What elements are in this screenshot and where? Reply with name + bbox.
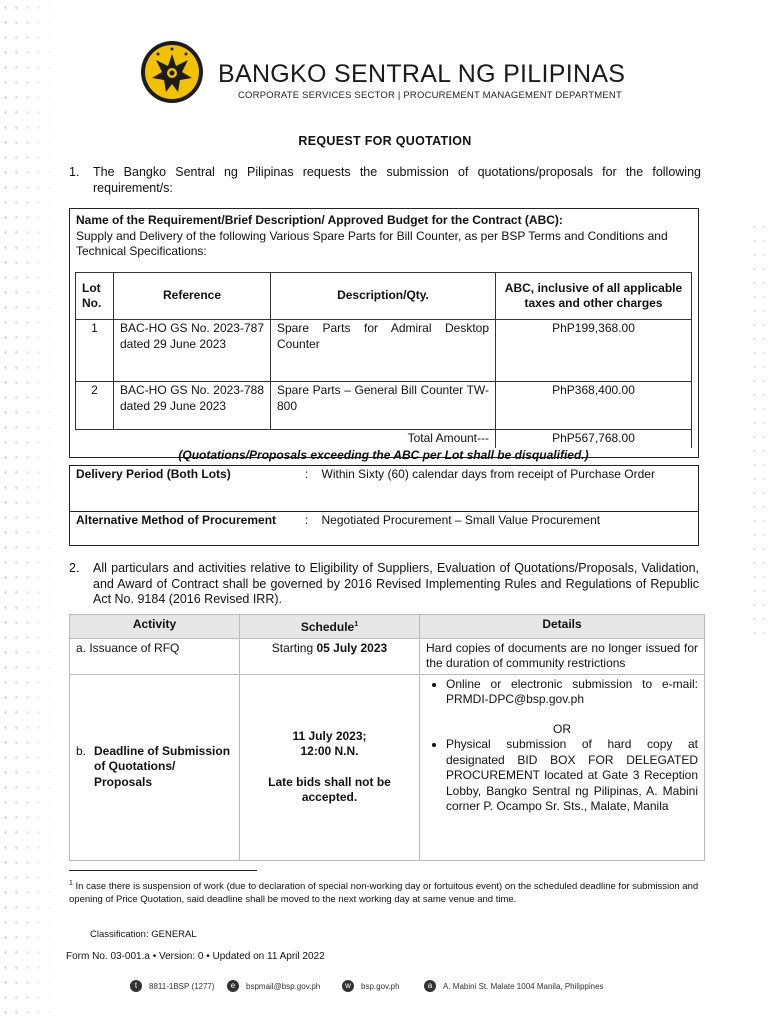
- footnote-divider: [69, 870, 257, 871]
- table-row: [70, 674, 705, 860]
- term-colon: :: [298, 512, 316, 546]
- table-row: [76, 320, 692, 382]
- footnote: [69, 878, 701, 906]
- schedule-deadline: 11 July 2023; 12:00 N.N. Late bids shall not be accepted.: [240, 674, 420, 860]
- classification: Classification: GENERAL: [90, 929, 197, 940]
- table-row: [70, 638, 705, 674]
- footer-email[interactable]: e bspmail@bsp.gov.ph: [227, 980, 320, 992]
- total-value: PhP567,768.00: [496, 430, 692, 448]
- footnote-text: In case there is suspension of work (due to declaration of special non-working day or fortuitous event) on the scheduled deadline for submission and opening of Price Quotation, said deadline shall be moved to the next working day at same venue and time.: [69, 881, 699, 905]
- header-reference: Reference: [114, 273, 271, 320]
- total-label: Total Amount---: [76, 430, 496, 448]
- schedule-table: [69, 614, 705, 861]
- lot-abc: PhP368,400.00: [496, 382, 692, 430]
- footer-website[interactable]: w bsp.gov.ph: [342, 980, 400, 992]
- item-2-paragraph: [69, 561, 699, 609]
- abc-disqualification-note: (Quotations/Proposals exceeding the ABC per Lot shall be disqualified.): [178, 447, 589, 462]
- procurement-method-label: Alternative Method of Procurement: [70, 512, 298, 546]
- lot-number: 1: [76, 320, 114, 382]
- delivery-period-value: Within Sixty (60) calendar days from receipt of Purchase Order: [316, 466, 699, 512]
- email-icon: e: [227, 980, 239, 992]
- lots-table: [75, 272, 692, 463]
- footer-phone: t 8811-1BSP (1277): [130, 980, 215, 992]
- letterhead: [140, 40, 660, 110]
- item-1-paragraph: [69, 165, 701, 199]
- location-icon: a: [424, 980, 436, 992]
- lot-reference: BAC-HO GS No. 2023-787 dated 29 June 2023: [114, 320, 271, 382]
- header-description: Description/Qty.: [271, 273, 496, 320]
- requirement-heading: Name of the Requirement/Brief Description/ Approved Budget for the Contract (ABC):: [76, 213, 563, 227]
- details-deadline: [420, 674, 705, 860]
- table-row: [70, 466, 699, 512]
- online-submission-bullet: • Online or electronic submission to e-mail: PRMDI-DPC@bsp.gov.ph: [446, 677, 698, 708]
- lot-reference: BAC-HO GS No. 2023-788 dated 29 June 2023: [114, 382, 271, 430]
- contact-footer: [130, 980, 650, 994]
- globe-icon: w: [342, 980, 354, 992]
- item-text: The Bangko Sentral ng Pilipinas requests the submission of quotations/proposals for the following requirement/s:: [93, 165, 701, 195]
- requirement-description: Supply and Delivery of the following Various Spare Parts for Bill Counter, as per BSP Terms and Conditions and Technical Specifications:: [76, 228, 668, 258]
- footnote-mark: 1: [69, 880, 73, 887]
- footer-address: a A. Mabini St. Malate 1004 Manila, Philippines: [424, 980, 604, 992]
- physical-submission-bullet: • Physical submission of hard copy at designated BID BOX FOR DELEGATED PROCUREMENT located at Gate 3 Reception Lobby, Bangko Sentral ng Pilipinas, A. Mabini corner P. Ocampo Sr. Sts., Malate, Manila: [446, 737, 698, 815]
- table-row: [76, 382, 692, 430]
- bsp-seal-icon: [140, 40, 204, 104]
- item-text: All particulars and activities relative to Eligibility of Suppliers, Evaluation of Quotations/Proposals, Validation, and Award of Contract shall be governed by 2016 Revised Implementing Rules and Regulations of Republic Act No. 9184 (2016 Revised IRR).: [93, 561, 699, 606]
- header-schedule: Schedule$^1$: [240, 615, 420, 639]
- phone-icon: t: [130, 980, 142, 992]
- form-number: Form No. 03-001.a • Version: 0 • Updated on 11 April 2022: [66, 951, 325, 962]
- terms-table: [69, 465, 699, 546]
- requirement-heading-block: [76, 213, 696, 260]
- document-title: REQUEST FOR QUOTATION: [298, 134, 472, 148]
- delivery-period-label: Delivery Period (Both Lots): [70, 466, 298, 512]
- lot-description: Spare Parts – General Bill Counter TW-800: [271, 382, 496, 430]
- details-issuance: Hard copies of documents are no longer issued for the duration of community restrictions: [420, 638, 705, 674]
- activity-deadline: b. Deadline of Submission of Quotations/ Proposals: [70, 674, 240, 860]
- dotted-background-pattern: [0, 0, 60, 1024]
- or-separator: OR: [553, 721, 571, 736]
- bank-name: BANGKO SENTRAL NG PILIPINAS: [218, 60, 626, 88]
- lot-abc: PhP199,368.00: [496, 320, 692, 382]
- table-row: [70, 512, 699, 546]
- header-activity: Activity: [70, 615, 240, 639]
- dotted-background-pattern-right: [750, 220, 770, 640]
- procurement-method-value: Negotiated Procurement – Small Value Procurement: [316, 512, 699, 546]
- term-colon: :: [298, 466, 316, 512]
- header-lot-no: Lot No.: [76, 273, 114, 320]
- department-subtitle: CORPORATE SERVICES SECTOR | PROCUREMENT MANAGEMENT DEPARTMENT: [238, 90, 622, 101]
- item-number: 1.: [69, 165, 80, 179]
- schedule-issuance: Starting 05 July 2023: [240, 638, 420, 674]
- item-number: 2.: [69, 561, 80, 575]
- header-details: Details: [420, 615, 705, 639]
- header-abc: ABC, inclusive of all applicable taxes and other charges: [496, 273, 692, 320]
- lot-number: 2: [76, 382, 114, 430]
- total-row: [76, 430, 692, 448]
- lot-description: Spare Parts for Admiral Desktop Counter: [271, 320, 496, 382]
- activity-issuance: a. Issuance of RFQ: [70, 638, 240, 674]
